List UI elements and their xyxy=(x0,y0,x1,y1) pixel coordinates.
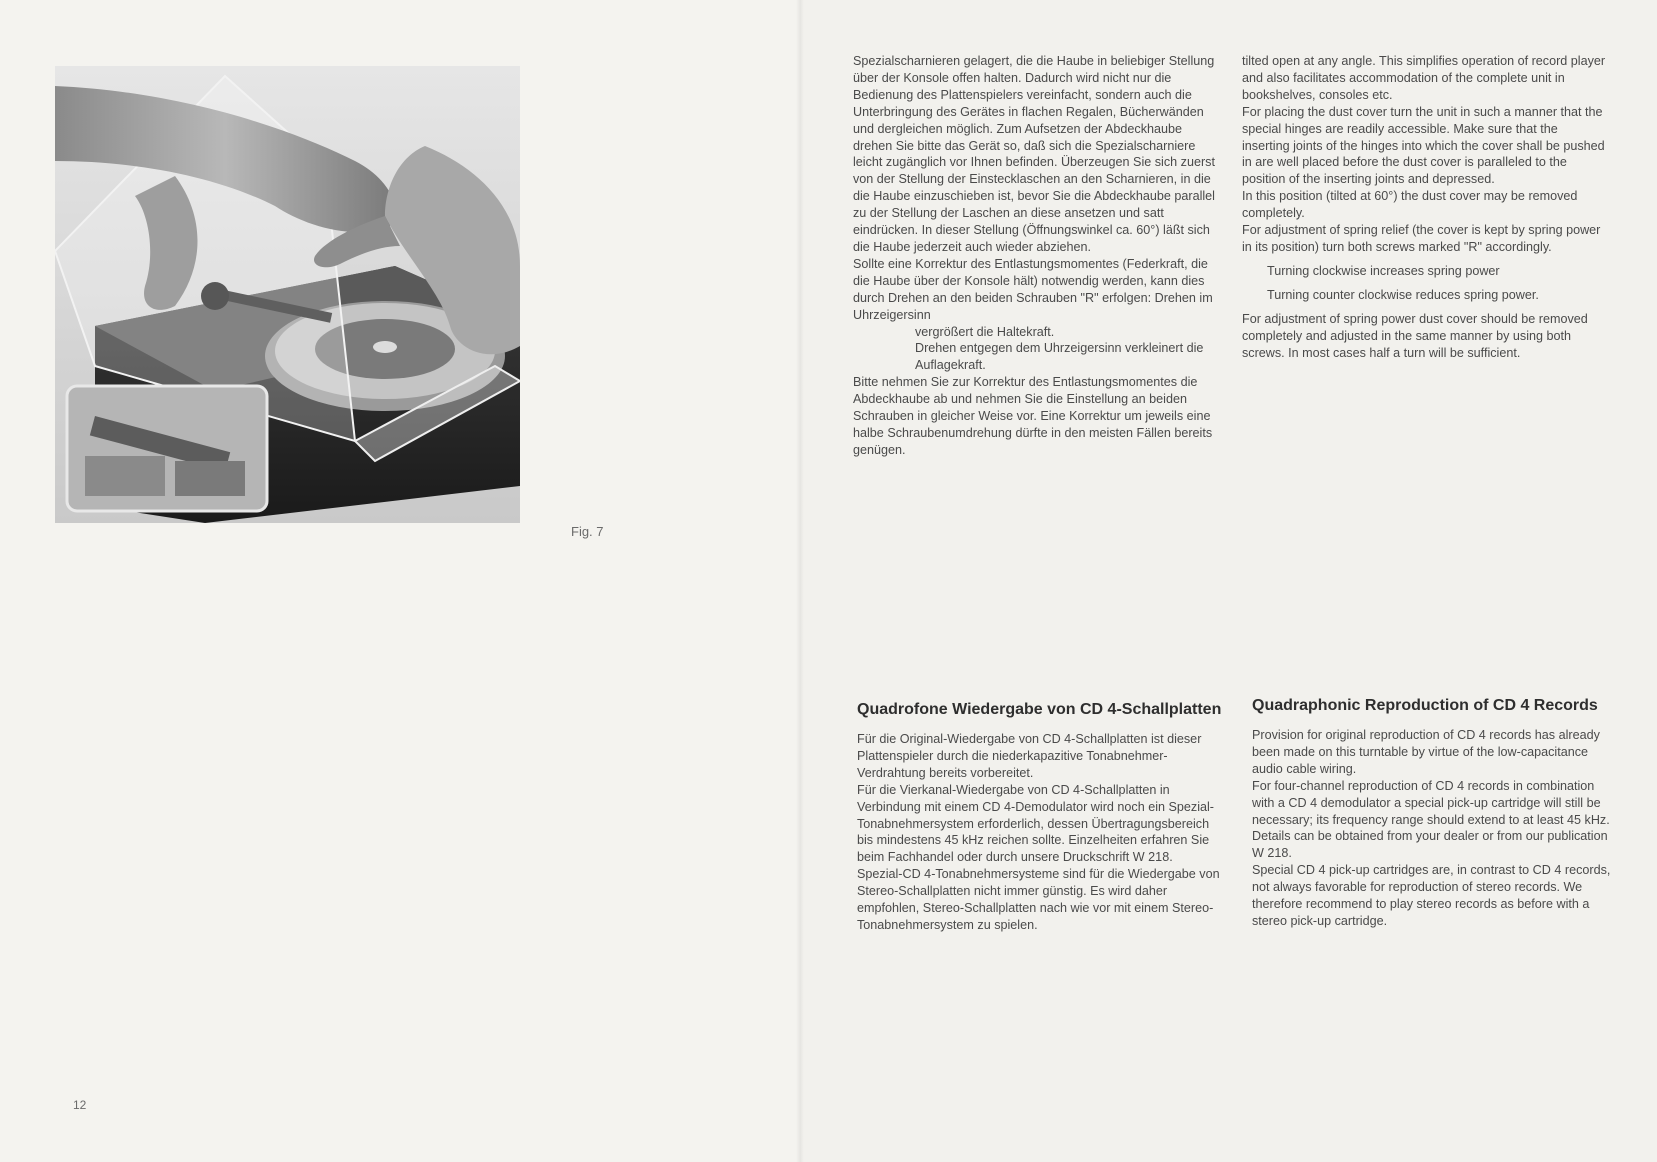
english-top-column xyxy=(1242,53,1607,361)
page-fold xyxy=(796,0,804,1162)
english-top-paragraph-1: tilted open at any angle. This simplifies operation of record player and also facilitates accommodation of the complete unit in bookshelves, consoles etc. xyxy=(1242,54,1606,102)
german-top-paragraph-1: Spezialscharnieren gelagert, die die Haube in beliebiger Stellung über der Konsole offen halten. Dadurch wird nicht nur die Bedienung des Plattenspielers vereinfacht, sondern auch die Unterbringung des Gerätes in flachen Regalen, Bücherwänden und dergleichen möglich. Zum Aufsetzen der Abdeckhaube drehen Sie bitte das Gerät so, daß sich die Spezialscharniere leicht zugänglich vor Ihnen befinden. Überzeugen Sie sich zuerst von der Stellung der Einstecklaschen an den Scharnieren, in die die Haube einzuschieben ist, bevor Sie die Abdeckhaube parallel zu der Stellung der Laschen an diese ansetzen und satt eindrücken. In dieser Stellung (Öffnungswinkel ca. 60°) läßt sich die Haube jederzeit auch wieder abziehen. xyxy=(853,54,1215,254)
german-section-heading: Quadrofone Wiedergabe von CD 4-Schallplatten xyxy=(857,701,1222,718)
english-bottom-paragraph-2: For four-channel reproduction of CD 4 records in combination with a CD 4 demodulator a special pick-up cartridge will still be necessary; its frequency range should extend to at least 45 kHz. Details can be obtained from your dealer or from our publication W 218. xyxy=(1252,778,1610,861)
turntable-dust-cover-photo-icon xyxy=(55,66,520,523)
english-top-paragraph-7: For adjustment of spring power dust cover should be removed completely and adjusted in the same manner by using both screws. In most cases half a turn will be sufficient. xyxy=(1242,311,1588,360)
english-bottom-column xyxy=(1252,696,1614,930)
german-top-paragraph-2: Sollte eine Korrektur des Entlastungsmomentes (Federkraft, die die Haube über der Konsole hält) notwendig werden, kann dies durch Drehen an den beiden Schrauben "R" erfolgen: Drehen im Uhrzeigersinn xyxy=(853,256,1213,322)
german-bottom-paragraph-3: Spezial-CD 4-Tonabnehmersysteme sind für die Wiedergabe von Stereo-Schallplatten nicht immer günstig. Es wird daher empfohlen, Stereo-Schallplatten nach wie vor mit einem Stereo-Tonabnehmersystem zu spielen. xyxy=(857,867,1220,932)
german-bottom-paragraph-2: Für die Vierkanal-Wiedergabe von CD 4-Schallplatten in Verbindung mit einem CD 4-Demodulator wird noch ein Spezial-Tonabnehmersystem erforderlich, dessen Übertragungsbereich bis mindestens 45 kHz reichen sollte. Einzelheiten erfahren Sie beim Fachhandel oder durch unsere Druckschrift W 218. xyxy=(857,782,1214,865)
english-top-paragraph-5: Turning clockwise increases spring power xyxy=(1267,263,1500,278)
turntable-photo xyxy=(55,66,520,523)
german-top-paragraph-3: Drehen entgegen dem Uhrzeigersinn verkleinert die Auflagekraft. xyxy=(915,341,1204,373)
german-bottom-paragraph-1: Für die Original-Wiedergabe von CD 4-Schallplatten ist dieser Plattenspieler durch die niederkapazitive Tonabnehmer-Verdrahtung bereits vorbereitet. xyxy=(857,732,1202,780)
english-bottom-paragraph-3: Special CD 4 pick-up cartridges are, in contrast to CD 4 records, not always favorable for reproduction of stereo records. We therefore recommend to play stereo records as before with a stereo pick-up cartridge. xyxy=(1252,863,1611,928)
english-top-paragraph-4: For adjustment of spring relief (the cover is kept by spring power in its position) turn both screws marked "R" accordingly. xyxy=(1242,223,1601,254)
german-top-paragraph-4: Bitte nehmen Sie zur Korrektur des Entlastungsmomentes die Abdeckhaube ab und nehmen Sie die Einstellung an beiden Schrauben in gleicher Weise vor. Eine Korrektur um jeweils eine halbe Schraubenumdrehung dürfte in den meisten Fällen bereits genügen. xyxy=(853,375,1213,457)
english-top-paragraph-6: Turning counter clockwise reduces spring power. xyxy=(1267,287,1539,302)
german-bottom-column xyxy=(857,700,1227,934)
english-top-paragraph-2: For placing the dust cover turn the unit in such a manner that the special hinges are readily accessible. Make sure that the inserting joints of the hinges into which the cover shall be pushed in are well placed before the dust cover is paralleled to the position of the inserting joints and depressed. xyxy=(1242,104,1605,187)
english-bottom-paragraph-1: Provision for original reproduction of CD 4 records has already been made on this turntable by virtue of the low-capacitance audio cable wiring. xyxy=(1252,728,1600,776)
figure-caption: Fig. 7 xyxy=(571,524,604,539)
page-number: 12 xyxy=(73,1098,87,1112)
german-top-paragraph-2-cont: vergrößert die Haltekraft. xyxy=(915,324,1055,339)
german-top-column xyxy=(853,53,1221,459)
english-section-heading: Quadraphonic Reproduction of CD 4 Records xyxy=(1252,697,1598,714)
english-top-paragraph-3: In this position (tilted at 60°) the dust cover may be removed completely. xyxy=(1242,189,1578,221)
